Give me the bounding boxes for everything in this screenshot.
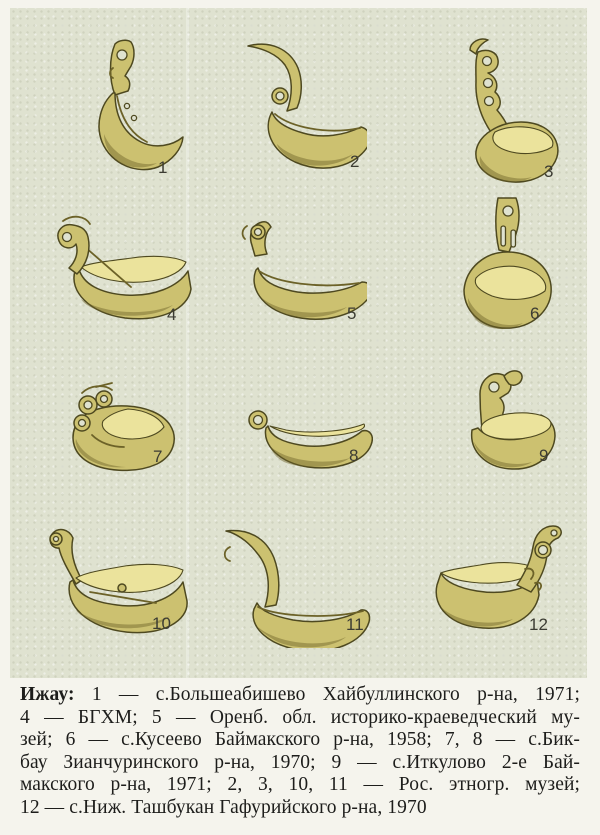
- ladle-curved-handle-icon: [232, 36, 367, 176]
- caption-lead: Ижау:: [20, 684, 75, 705]
- caption-line: 12 — с.Ниж. Ташбукан Гафурийского р-на, 1970: [20, 796, 427, 818]
- figure-number: 11: [346, 615, 364, 634]
- figure-number: 8: [349, 446, 359, 465]
- figure-number: 10: [152, 614, 171, 633]
- figure-number: 1: [158, 158, 168, 177]
- ladle-openwork-handle-round-bowl-icon: [412, 38, 562, 183]
- figure-number: 4: [167, 305, 177, 324]
- figure-ladle-10: [40, 518, 200, 643]
- illustration-plate: [10, 8, 587, 678]
- ladle-scroll-handle-boat-bowl-icon: [45, 213, 200, 333]
- ladle-carved-scroll-cup-icon: [52, 373, 182, 473]
- figure-ladle-3: [412, 38, 562, 183]
- ladle-swan-neck-handle-boat-bowl-icon: [40, 518, 200, 643]
- caption: [20, 684, 580, 819]
- figure-ladle-6: [422, 194, 557, 334]
- figure-number: 6: [530, 304, 540, 323]
- figure-number: 12: [529, 615, 548, 634]
- ladle-crest-handle-deep-bowl-icon: [55, 38, 185, 173]
- figure-ladle-1: [55, 38, 185, 177]
- caption-line: бау Зианчуринского р-на, 1970; 9 — с.Иткулово 2-е Бай-: [20, 751, 580, 773]
- figure-ladle-2: [232, 36, 367, 176]
- caption-line: [20, 684, 580, 707]
- figure-number: 3: [544, 162, 554, 181]
- figure-ladle-4: [45, 213, 200, 333]
- figure-ladle-11: [220, 523, 375, 648]
- caption-line: зей; 6 — с.Кусеево Баймакского р-на, 1958; 7, 8 — с.Бик-: [20, 729, 580, 750]
- caption-text: 1 — с.Большеабишево Хайбуллинского р-на, 1971;: [91, 684, 580, 705]
- figure-number: 9: [539, 446, 549, 465]
- figure-ladle-7: [52, 373, 182, 473]
- caption-line: 4 — БГХМ; 5 — Оренб. обл. историко-краеведческий му-: [20, 706, 580, 728]
- figure-number: 2: [350, 152, 360, 171]
- figure-ladle-12: [415, 523, 563, 648]
- figure-ladle-8: [238, 390, 373, 478]
- figure-ladle-5: [232, 204, 367, 334]
- figure-number: 5: [347, 304, 357, 323]
- caption-line: макского р-на, 1971; 2, 3, 10, 11 — Рос. этногр. музей;: [20, 774, 580, 795]
- figure-ladle-9: [428, 368, 558, 473]
- figure-number: 7: [153, 447, 163, 466]
